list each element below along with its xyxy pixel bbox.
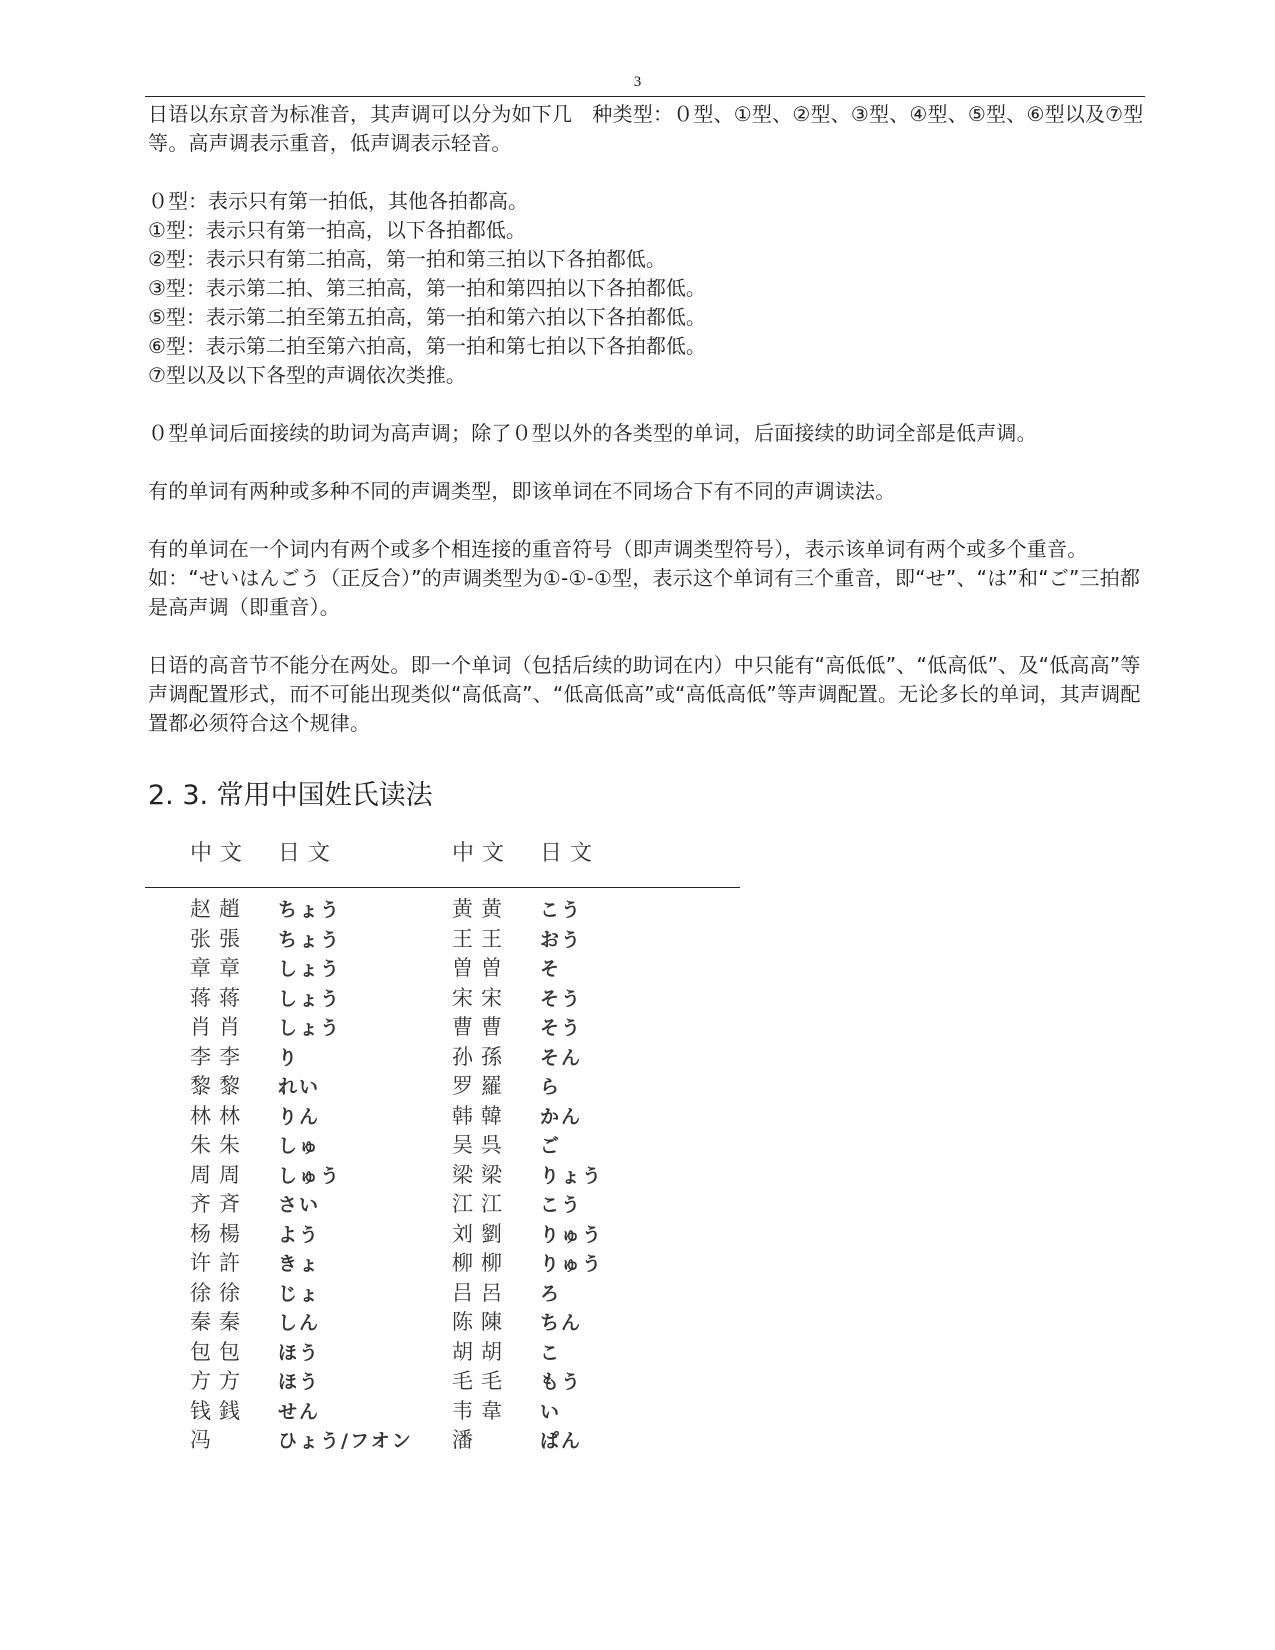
type-3-line: ③型：表示第二拍、第三拍高，第一拍和第四拍以下各拍都低。: [148, 276, 706, 300]
reading-cell: ら: [540, 1076, 562, 1098]
reading-cell: こう: [540, 1194, 583, 1216]
chinese-cell: 钱銭: [190, 1398, 248, 1423]
reading-cell: せん: [278, 1400, 321, 1423]
chinese-cell: 林林: [190, 1103, 248, 1128]
surname-table: [190, 893, 790, 1454]
reading-cell: そ: [540, 958, 562, 980]
chinese-cell: 毛毛: [452, 1369, 510, 1393]
chinese-cell: 宋宋: [452, 985, 510, 1010]
chinese-cell: 曽曽: [452, 956, 510, 980]
multi-accent-paragraph: 有的单词在一个词内有两个或多个相连接的重音符号（即声调类型符号），表示该单词有两个或多个重音。如：“せいはんごう（正反合）”的声调类型为①-①-①型，表示这个单词有三个重音，即“せ”、“は”和“ご”三拍都是高声调（即重音）。: [148, 537, 1141, 619]
reading-cell: りゅう: [540, 1253, 604, 1275]
reading-cell: きょ: [278, 1253, 321, 1275]
reading-cell: ぱん: [540, 1430, 583, 1452]
chinese-cell: 朱朱: [190, 1133, 248, 1157]
table-row: [190, 1011, 790, 1041]
chinese-cell: 韦韋: [452, 1398, 510, 1423]
spacer: [148, 448, 1158, 477]
table-row: [190, 1365, 790, 1395]
table-row: [190, 1159, 790, 1189]
chinese-cell: 许許: [190, 1251, 248, 1275]
reading-cell: ほう: [278, 1341, 321, 1364]
reading-cell: こう: [540, 899, 583, 921]
header-chinese-1: 中文: [190, 841, 251, 866]
reading-cell: かん: [540, 1105, 583, 1128]
intro-paragraph: 日语以东京音为标准音，其声调可以分为如下几 种类型：０型、①型、②型、③型、④型、⑤型、⑥型以及⑦型等。高声调表示重音，低声调表示轻音。: [148, 102, 1144, 155]
chinese-cell: 张張: [190, 926, 248, 951]
chinese-cell: 秦秦: [190, 1310, 248, 1334]
spacer: [148, 158, 1158, 187]
chinese-cell: 韩韓: [452, 1103, 510, 1128]
type-2-line: ②型：表示只有第二拍高，第一拍和第三拍以下各拍都低。: [148, 247, 666, 271]
table-row: [190, 1188, 790, 1218]
chinese-cell: 章章: [190, 956, 248, 980]
type-6-line: ⑥型：表示第二拍至第六拍高，第一拍和第七拍以下各拍都低。: [148, 334, 706, 358]
particle-paragraph: ０型单词后面接续的助词为高声调；除了０型以外的各类型的单词，后面接续的助词全部是低声调。: [148, 421, 1037, 445]
chinese-cell: 周周: [190, 1162, 248, 1187]
header-japanese-2: 日文: [540, 841, 601, 866]
chinese-cell: 胡胡: [452, 1339, 510, 1364]
reading-cell: そん: [540, 1046, 583, 1069]
reading-cell: ひょう/フオン: [278, 1430, 413, 1452]
chinese-cell: 罗羅: [452, 1074, 510, 1098]
multi-type-paragraph: 有的单词有两种或多种不同的声调类型，即该单词在不同场合下有不同的声调读法。: [148, 479, 896, 503]
chinese-cell: 潘: [452, 1428, 481, 1452]
type-1-line: ①型：表示只有第一拍高，以下各拍都低。: [148, 218, 526, 242]
chinese-cell: 赵趙: [190, 897, 248, 921]
chinese-cell: 梁梁: [452, 1162, 510, 1187]
reading-cell: じょ: [278, 1282, 321, 1305]
high-pitch-paragraph: 日语的高音节不能分在两处。即一个单词（包括后续的助词在内）中只能有“高低低”、“低高低”、及“低高高”等声调配置形式，而不可能出现类似“高低高”、“低高低高”或“高低高低”等声调配置。无论多长的单词，其声调配置都必须符合这个规律。: [148, 653, 1141, 735]
reading-cell: ちょう: [278, 928, 342, 951]
reading-cell: そう: [540, 1017, 583, 1039]
reading-cell: りょう: [540, 1164, 604, 1187]
reading-cell: ちん: [540, 1312, 583, 1334]
reading-cell: もう: [540, 1371, 583, 1393]
reading-cell: こ: [540, 1341, 562, 1364]
reading-cell: い: [540, 1400, 562, 1423]
reading-cell: そう: [540, 987, 583, 1010]
spacer: [148, 622, 1158, 651]
reading-cell: しん: [278, 1312, 321, 1334]
chinese-cell: 陈陳: [452, 1310, 510, 1334]
chinese-cell: 孙孫: [452, 1044, 510, 1069]
chinese-cell: 柳柳: [452, 1251, 510, 1275]
reading-cell: さい: [278, 1194, 321, 1216]
chinese-cell: 徐徐: [190, 1280, 248, 1305]
reading-cell: りん: [278, 1105, 321, 1128]
reading-cell: ろ: [540, 1282, 562, 1305]
chinese-cell: 肖肖: [190, 1015, 248, 1039]
reading-cell: ちょう: [278, 899, 342, 921]
type-7-line: ⑦型以及以下各型的声调依次类推。: [148, 363, 466, 387]
table-row: [190, 1306, 790, 1336]
reading-cell: り: [278, 1046, 300, 1069]
table-row: [190, 1336, 790, 1366]
chinese-cell: 方方: [190, 1369, 248, 1393]
chinese-cell: 黄黄: [452, 897, 510, 921]
table-row: [190, 1100, 790, 1130]
header-japanese-1: 日文: [278, 841, 339, 866]
chinese-cell: 曹曹: [452, 1015, 510, 1039]
table-row: [190, 1218, 790, 1248]
chinese-cell: 包包: [190, 1339, 248, 1364]
header-rule: [145, 96, 1145, 97]
spacer: [148, 506, 1158, 535]
reading-cell: よう: [278, 1223, 321, 1246]
reading-cell: しゅう: [278, 1164, 342, 1187]
table-row: [190, 923, 790, 953]
table-rule: [145, 887, 740, 888]
table-row: [190, 1041, 790, 1071]
table-row: [190, 1247, 790, 1277]
table-row: [190, 1424, 790, 1454]
chinese-cell: 江江: [452, 1192, 510, 1216]
chinese-cell: 蒋蒋: [190, 985, 248, 1010]
document-body: [148, 100, 1158, 738]
reading-cell: ご: [540, 1135, 562, 1157]
reading-cell: しょう: [278, 958, 342, 980]
reading-cell: しょう: [278, 1017, 342, 1039]
reading-cell: しゅ: [278, 1135, 321, 1157]
table-row: [190, 1277, 790, 1307]
type-5-line: ⑤型：表示第二拍至第五拍高，第一拍和第六拍以下各拍都低。: [148, 305, 706, 329]
type-0-line: ０型：表示只有第一拍低，其他各拍都高。: [148, 189, 528, 213]
chinese-cell: 吕呂: [452, 1280, 510, 1305]
table-row: [190, 982, 790, 1012]
chinese-cell: 刘劉: [452, 1221, 510, 1246]
chinese-cell: 杨楊: [190, 1221, 248, 1246]
table-header: [190, 836, 790, 866]
header-chinese-2: 中文: [452, 841, 513, 866]
reading-cell: おう: [540, 928, 583, 951]
chinese-cell: 冯: [190, 1428, 219, 1452]
spacer: [148, 390, 1158, 419]
table-row: [190, 1070, 790, 1100]
chinese-cell: 齐斉: [190, 1192, 248, 1216]
reading-cell: ほう: [278, 1371, 321, 1393]
page-number: 3: [633, 74, 642, 90]
table-row: [190, 952, 790, 982]
chinese-cell: 李李: [190, 1044, 248, 1069]
table-row: [190, 893, 790, 923]
table-row: [190, 1395, 790, 1425]
chinese-cell: 王王: [452, 926, 510, 951]
section-heading: 2. 3. 常用中国姓氏读法: [148, 780, 433, 811]
reading-cell: れい: [278, 1076, 321, 1098]
table-row: [190, 1129, 790, 1159]
chinese-cell: 黎黎: [190, 1074, 248, 1098]
reading-cell: りゅう: [540, 1223, 604, 1246]
chinese-cell: 吴呉: [452, 1133, 510, 1157]
reading-cell: しょう: [278, 987, 342, 1010]
